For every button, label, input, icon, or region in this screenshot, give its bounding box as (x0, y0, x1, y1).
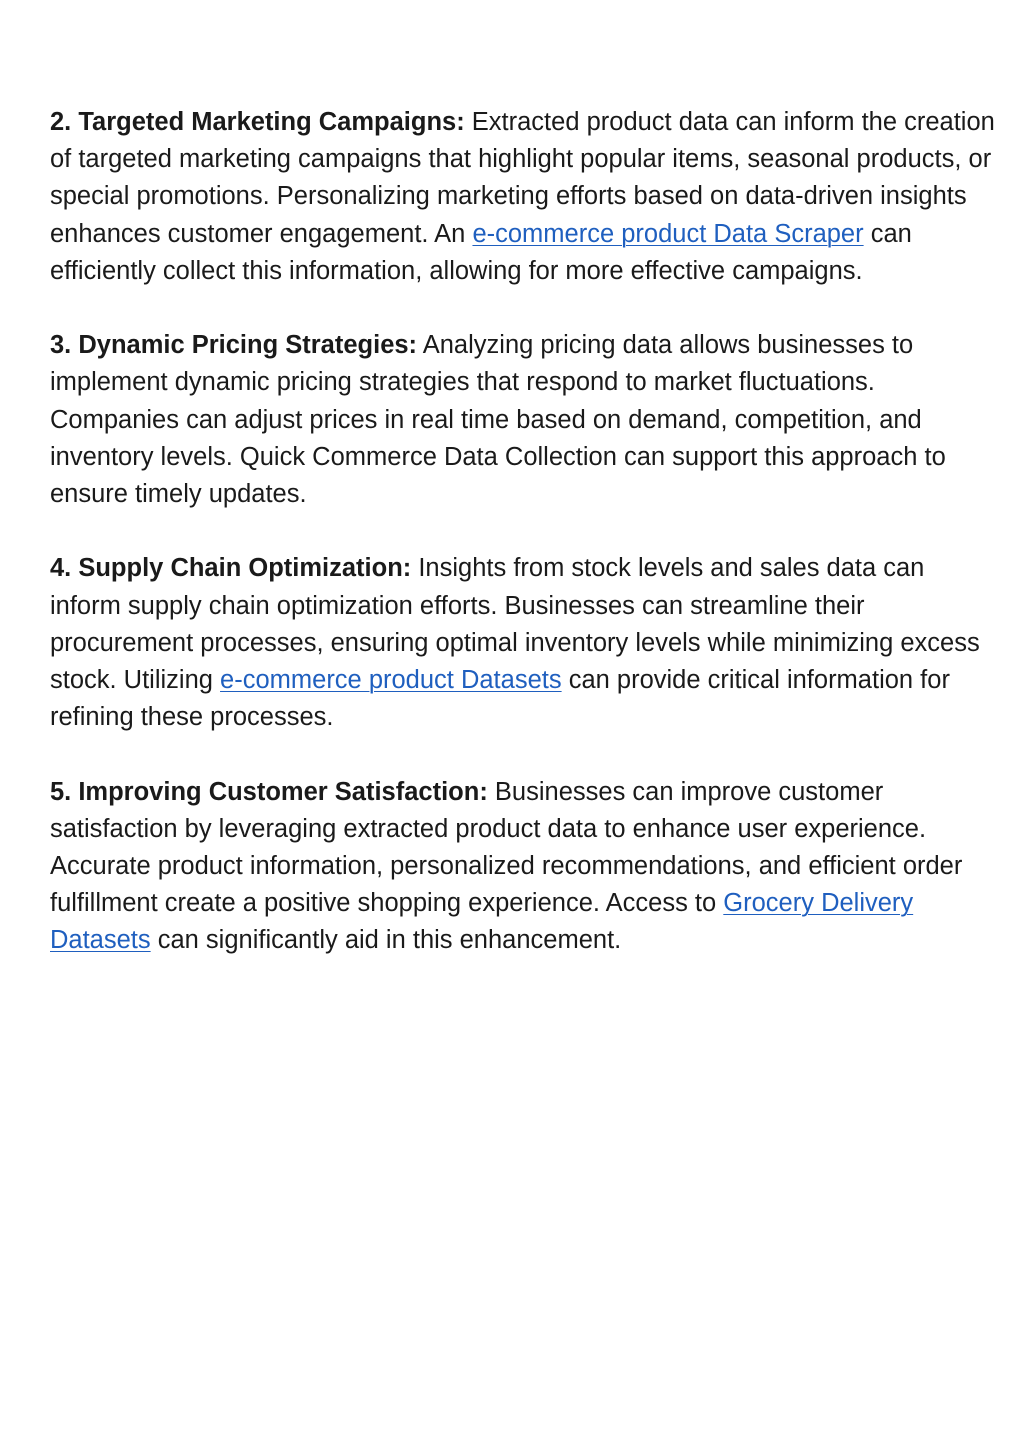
document-page (50, 104, 1000, 997)
section-body: Insights from stock levels and sales data can inform supply chain optimization efforts. Businesses can streamline their procurement processes, ensuring optimal inventory levels while minimizing excess stock. Utilizing (50, 554, 980, 695)
ecommerce-datasets-link[interactable]: e-commerce product Datasets (220, 666, 562, 695)
section-supply-chain (50, 550, 1000, 736)
ecommerce-data-scraper-link[interactable]: e-commerce product Data Scraper (472, 219, 864, 248)
section-heading: 4. Supply Chain Optimization: (50, 554, 412, 583)
section-customer-satisfaction (50, 774, 1000, 960)
section-body: Businesses can improve customer satisfaction by leveraging extracted product data to enhance user experience. Accurate product information, personalized recommendations, and efficient order fulfillment create a positive shopping experience. Access to (50, 777, 963, 918)
section-body-continued: can provide critical information for refining these processes. (50, 666, 950, 732)
section-heading: 5. Improving Customer Satisfaction: (50, 777, 488, 806)
section-targeted-marketing (50, 104, 1000, 290)
section-body: Extracted product data can inform the creation of targeted marketing campaigns that highlight popular items, seasonal products, or special promotions. Personalizing marketing efforts based on data-driven insights enhances customer engagement. An (50, 108, 995, 248)
section-dynamic-pricing (50, 327, 1000, 513)
section-body-continued: can efficiently collect this information, allowing for more effective campaigns. (50, 219, 912, 285)
section-body-continued: can significantly aid in this enhancement. (150, 926, 622, 955)
section-body: Analyzing pricing data allows businesses to implement dynamic pricing strategies that respond to market fluctuations. Companies can adjust prices in real time based on demand, competition, and inventory levels. Quick Commerce Data Collection can support this approach to ensure timely updates. (50, 331, 946, 509)
section-heading: 3. Dynamic Pricing Strategies: (50, 331, 418, 360)
grocery-delivery-datasets-link[interactable]: Grocery Delivery Datasets (50, 889, 914, 955)
section-heading: 2. Targeted Marketing Campaigns: (50, 108, 465, 136)
